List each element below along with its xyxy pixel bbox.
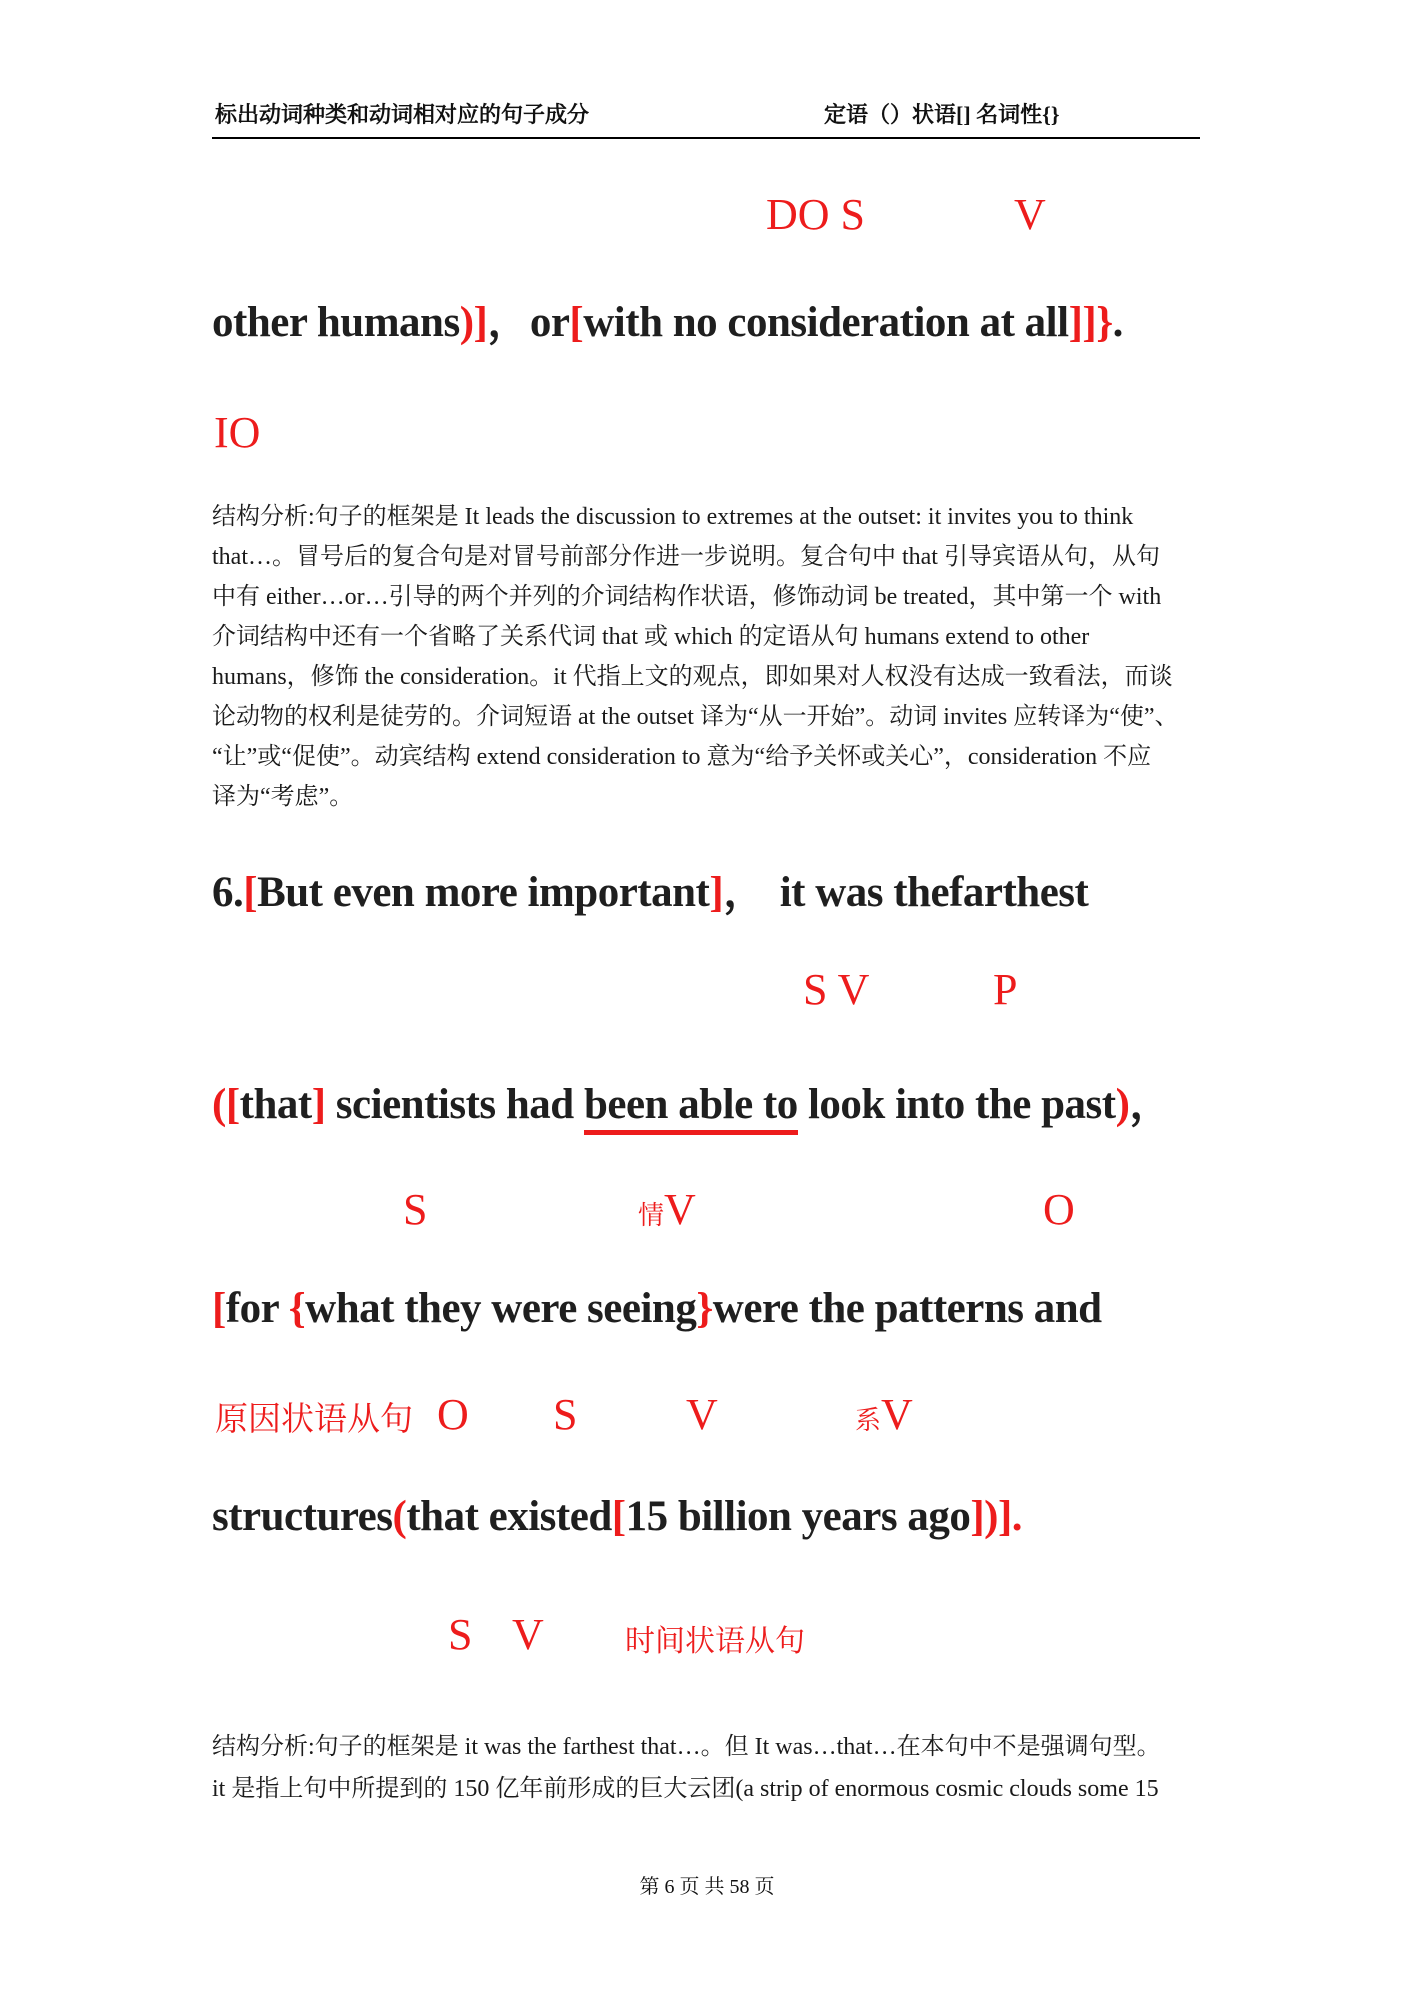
annotation-v: V: [1014, 190, 1046, 239]
bracket-red: [: [225, 1081, 240, 1128]
annotation-v: V: [881, 1390, 913, 1439]
annotation-s: S: [553, 1390, 578, 1439]
sentence-text: 15 billion years ago: [625, 1493, 971, 1540]
header-rule: [212, 137, 1200, 139]
sentence-text: it was thefarthest: [779, 869, 1089, 916]
bracket-red: (: [392, 1493, 407, 1540]
annotation-s-v: S V: [803, 965, 870, 1014]
annotation-clause-time: 时间状语从句: [625, 1625, 805, 1658]
page-number-footer: 第 6 页 共 58 页: [639, 1876, 775, 1898]
bracket-red: [: [243, 869, 258, 916]
sentence-text: structures: [212, 1493, 393, 1540]
sentence-text: look into the past: [797, 1081, 1116, 1128]
annotation-row-3: [0, 1180, 1414, 1232]
bracket-red: ]]}: [1068, 299, 1113, 346]
analysis-paragraph-2: [212, 1726, 1212, 1810]
sentence-text: that existed: [406, 1493, 612, 1540]
annotation-cn-link: 系: [855, 1406, 882, 1435]
sentence-text: .: [1112, 299, 1123, 346]
paragraph-line: “让”或“促使”。动宾结构 extend consideration to 意为“给予关怀或关心”，consideration 不应: [212, 744, 1152, 770]
bracket-red: }: [696, 1285, 713, 1332]
annotation-row-2: [0, 960, 1414, 1012]
sentence-text: ，: [723, 869, 766, 916]
paragraph-line: that…。冒号后的复合句是对冒号前部分作进一步说明。复合句中 that 引导宾语从句，从句: [212, 544, 1160, 570]
header-left-title: 标出动词种类和动词相对应的句子成分: [215, 102, 590, 127]
sentence-text: ，: [487, 299, 530, 346]
annotation-link-v: [855, 1390, 913, 1439]
bracket-red: )]: [459, 299, 488, 346]
sentence-text: with no consideration at all: [583, 299, 1069, 346]
bracket-red: ]: [709, 869, 724, 916]
header-right-legend: 定语（）状语[] 名词性{}: [824, 102, 1060, 127]
paragraph-line: 结构分析:句子的框架是 it was the farthest that…。但 It was…that…在本句中不是强调句型。: [212, 1734, 1161, 1760]
sentence-that-clause: [212, 1070, 1172, 1131]
paragraph-line: humans，修饰 the consideration。it 代指上文的观点，即如果对人权没有达成一致看法，而谈: [212, 664, 1173, 690]
sentence-text: for: [225, 1285, 289, 1332]
paragraph-line: 论动物的权利是徒劳的。介词短语 at the outset 译为“从一开始”。动词 invites 应转译为“使”、: [212, 704, 1179, 730]
annotation-row-4: [0, 1385, 1414, 1437]
sentence-text: But even more important: [257, 869, 710, 916]
underlined-text: been able to: [584, 1081, 798, 1135]
paragraph-line: it 是指上句中所提到的 150 亿年前形成的巨大云团(a strip of enormous cosmic clouds some 15: [212, 1776, 1159, 1802]
bracket-red: (: [212, 1081, 226, 1128]
bracket-red: ]: [311, 1081, 326, 1128]
paragraph-line: 中有 either…or…引导的两个并列的介词结构作状语，修饰动词 be treated，其中第一个 with: [212, 584, 1162, 610]
annotation-clause-reason: 原因状语从句: [215, 1402, 413, 1438]
annotation-s: S: [403, 1185, 428, 1234]
annotation-io: IO: [214, 408, 261, 457]
annotation-cn-modal: 情: [638, 1201, 665, 1230]
annotation-o: O: [437, 1390, 469, 1439]
paragraph-line: 介词结构中还有一个省略了关系代词 that 或 which 的定语从句 humans extend to other: [212, 624, 1090, 650]
annotation-row-5: [0, 1605, 1414, 1657]
annotation-s: S: [448, 1610, 473, 1659]
bracket-red: [: [611, 1493, 626, 1540]
paragraph-line: 译为“考虑”。: [212, 784, 354, 810]
sentence-text: that: [239, 1081, 312, 1128]
annotation-o: O: [1043, 1185, 1075, 1234]
sentence-structures: [212, 1492, 1022, 1541]
annotation-row-io: [0, 403, 1414, 455]
annotation-v: V: [686, 1390, 718, 1439]
annotation-v: V: [664, 1185, 696, 1234]
paragraph-line: 结构分析:句子的框架是 It leads the discussion to extremes at the outset: it invites you to think: [212, 504, 1134, 530]
annotation-modal-v: [638, 1185, 696, 1234]
sentence-text: ，: [1129, 1081, 1172, 1128]
analysis-paragraph-1: [212, 497, 1212, 817]
bracket-red: [: [212, 1285, 226, 1332]
sentence-continuation: [212, 288, 1123, 349]
annotation-do-s: DO S: [766, 190, 866, 239]
annotation-row-1: [0, 185, 1414, 237]
sentence-text: scientists had: [325, 1081, 584, 1128]
bracket-red: [: [569, 299, 584, 346]
sentence-text: or: [529, 299, 570, 346]
item-number: 6.: [212, 869, 244, 916]
annotation-v: V: [512, 1610, 544, 1659]
sentence-text: were the patterns and: [712, 1285, 1102, 1332]
bracket-red: ): [1115, 1081, 1130, 1128]
sentence-text: other humans: [212, 299, 460, 346]
sentence-for-clause: [212, 1284, 1102, 1333]
sentence-text: what they were seeing: [305, 1285, 697, 1332]
annotation-p: P: [993, 965, 1018, 1014]
bracket-red: {: [288, 1285, 306, 1332]
sentence-item-6: [212, 858, 1088, 919]
bracket-red: ])].: [970, 1493, 1023, 1540]
